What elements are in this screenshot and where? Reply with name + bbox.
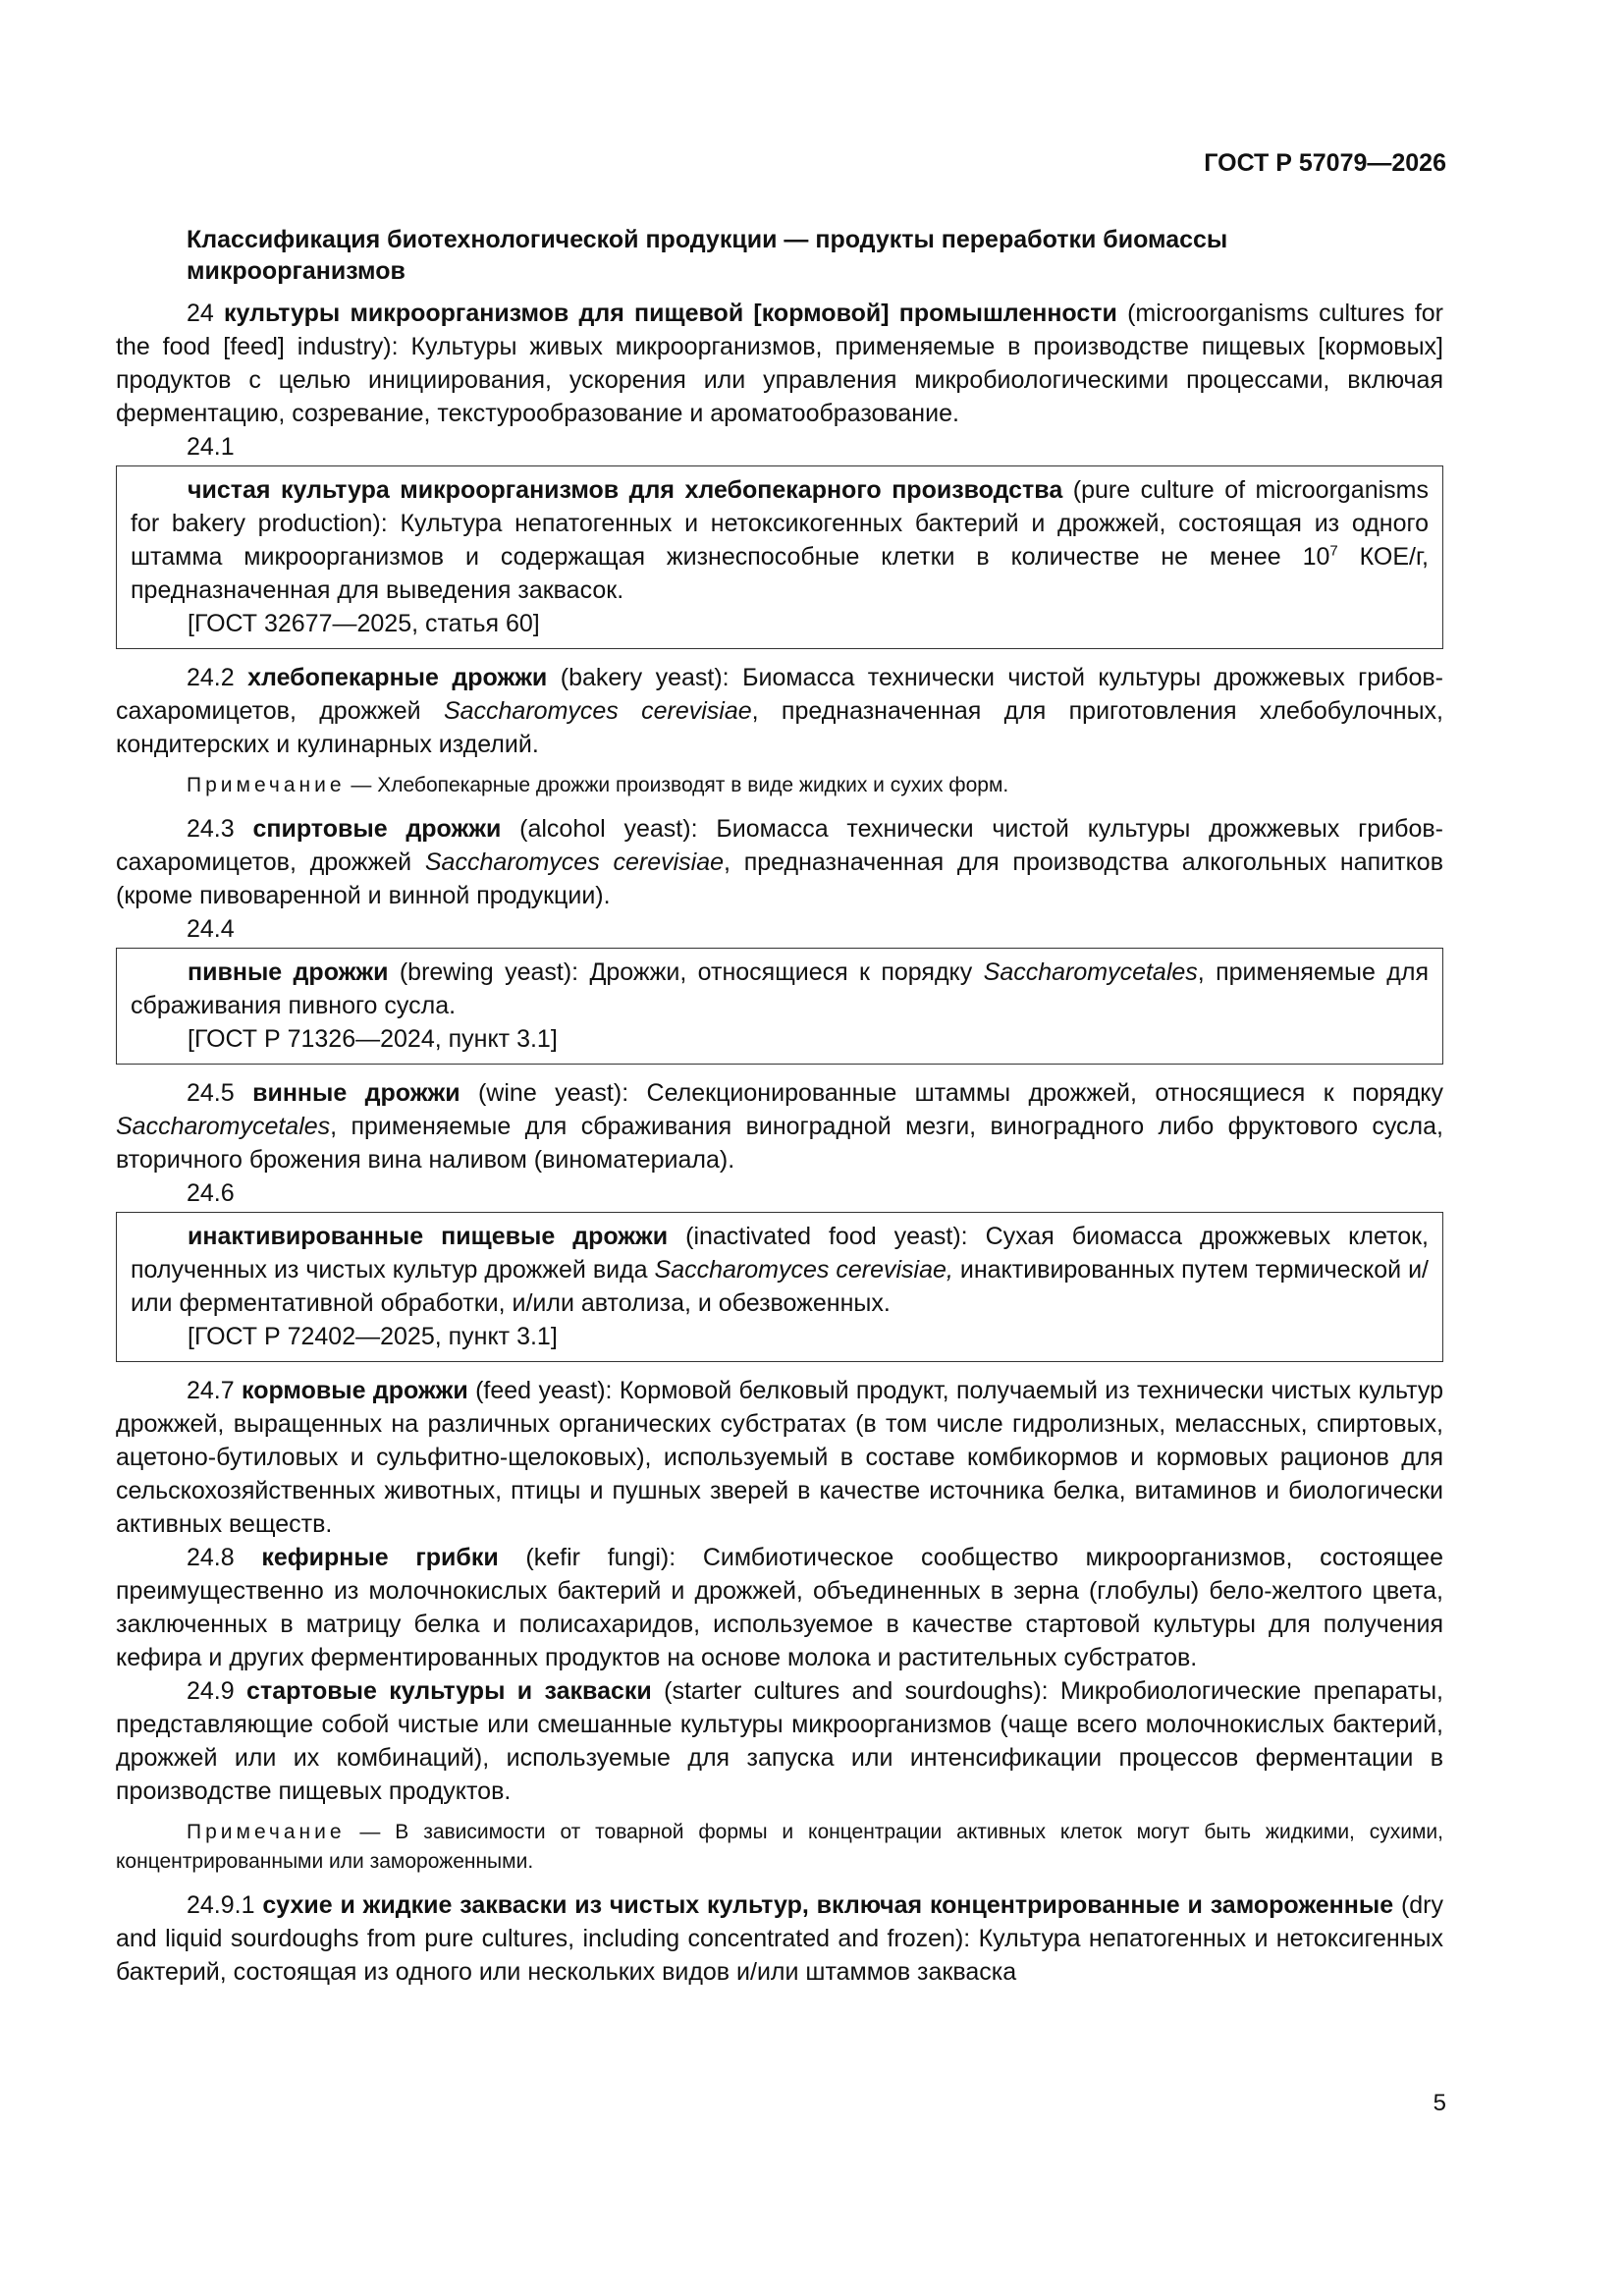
species-name: Saccharomyces cerevisiae <box>443 697 752 725</box>
entry-definition-end: , применяемые для сбраживания виноградной мезги, виноградного либо фруктового сусла, вторичного брожения вина наливом (виноматериала). <box>116 1113 1443 1174</box>
note-2 <box>116 1818 1443 1877</box>
entry-definition-end: инактивированных путем термической и/или ферментативной обработки, и/или автолиза, и обезвоженных. <box>131 1256 1429 1317</box>
entry-source: [ГОСТ 32677—2025, статья 60] <box>188 610 540 637</box>
quoted-term-box-24-1 <box>116 465 1443 649</box>
entry-source: [ГОСТ Р 72402—2025, пункт 3.1] <box>188 1323 558 1350</box>
entry-definition: (brewing yeast): Дрожжи, относящиеся к порядку <box>388 958 984 986</box>
entry-definition: (bakery yeast): Биомасса технически чистой культуры дрожжевых грибов-сахаромицетов, дрожжей <box>116 664 1443 725</box>
entry-24-5 <box>116 1076 1443 1176</box>
entry-24-1 <box>131 473 1429 607</box>
entry-number: 24 <box>187 300 214 327</box>
entry-24-4-number: 24.4 <box>187 915 235 943</box>
entry-definition: (microorganisms cultures for the food [feed] industry): Культуры живых микроорганизмов, применяемые в производстве пищевых [кормовых] продуктов с целью инициирования, ускорения или управления микробиологическими процессами, включая ферментацию, созревание, текстурообразование и ароматообразование. <box>116 300 1443 427</box>
entry-term: инактивированные пищевые дрожжи <box>188 1223 669 1250</box>
note-label: Примечание <box>187 774 346 796</box>
section-title: Классификация биотехнологической продукции — продукты переработки биомассы микроорганизмов <box>187 226 1228 285</box>
species-name: Saccharomycetales <box>116 1113 331 1140</box>
entry-number: 24.2 <box>187 664 235 691</box>
note-text: — Хлебопекарные дрожжи производят в виде жидких и сухих форм. <box>345 774 1009 796</box>
quoted-term-box-24-6 <box>116 1212 1443 1362</box>
entry-definition: (feed yeast): Кормовой белковый продукт, получаемый из технически чистых культур дрожжей, выращенных на различных органических субстратах (в том числе гидролизных, мелассных, спиртовых, ацетоно-бутиловых и сульфитно-щелоковых), используемый в составе комбикормов и кормовых рационов для сельскохозяйственных животных, птицы и пушных зверей в качестве источника белка, витаминов и биологически активных веществ. <box>116 1377 1443 1538</box>
entry-term: чистая культура микроорганизмов для хлебопекарного производства <box>188 476 1063 504</box>
entry-24-9 <box>116 1674 1443 1808</box>
entry-term: сухие и жидкие закваски из чистых культур, включая концентрированные и замороженные <box>262 1891 1394 1919</box>
entry-definition: (inactivated food yeast): Сухая биомасса дрожжевых клеток, полученных из чистых культур дрожжей вида <box>131 1223 1429 1284</box>
entry-number: 24.7 <box>187 1377 235 1404</box>
entry-24-1-number: 24.1 <box>187 433 235 461</box>
entry-term: кормовые дрожжи <box>242 1377 468 1404</box>
document-header-id: ГОСТ Р 57079—2026 <box>1204 149 1446 177</box>
note-text: — В зависимости от товарной формы и концентрации активных клеток могут быть жидкими, сухими, концентрированными или замороженными. <box>116 1821 1443 1873</box>
entry-24 <box>116 297 1443 430</box>
entry-source: [ГОСТ Р 71326—2024, пункт 3.1] <box>188 1025 558 1053</box>
species-name: Saccharomycetales <box>983 958 1198 986</box>
entry-term: кефирные грибки <box>261 1544 499 1571</box>
entry-definition: (wine yeast): Селекционированные штаммы дрожжей, относящиеся к порядку <box>460 1079 1443 1107</box>
entry-definition-end: , предназначенная для приготовления хлебобулочных, кондитерских и кулинарных изделий. <box>116 697 1443 758</box>
note-1 <box>116 771 1443 800</box>
entry-definition: (starter cultures and sourdoughs): Микробиологические препараты, представляющие собой чистые или смешанные культуры микроорганизмов (чаще всего молочнокислых бактерий, дрожжей или их комбинаций), используемые для запуска или интенсификации процессов ферментации в производстве пищевых продуктов. <box>116 1677 1443 1805</box>
entry-definition: (alcohol yeast): Биомасса технически чистой культуры дрожжевых грибов-сахаромицетов, дрожжей <box>116 815 1443 876</box>
page-number: 5 <box>1433 2090 1446 2116</box>
entry-term: стартовые культуры и закваски <box>246 1677 652 1705</box>
entry-term: хлебопекарные дрожжи <box>247 664 548 691</box>
entry-number: 24.9.1 <box>187 1891 255 1919</box>
quoted-term-box-24-4 <box>116 948 1443 1065</box>
entry-number: 24.5 <box>187 1079 235 1107</box>
entry-24-2 <box>116 661 1443 761</box>
entry-definition-end: , предназначенная для производства алкогольных напитков (кроме пивоваренной и винной продукции). <box>116 848 1443 909</box>
entry-24-8 <box>116 1541 1443 1674</box>
entry-number: 24.9 <box>187 1677 235 1705</box>
entry-24-7 <box>116 1374 1443 1541</box>
entry-definition-end: КОЕ/г, предназначенная для выведения заквасок. <box>131 543 1429 604</box>
species-name: Saccharomyces cerevisiae <box>424 848 725 876</box>
entry-24-9-1 <box>116 1888 1443 1989</box>
entry-number: 24.3 <box>187 815 235 843</box>
entry-24-6-number: 24.6 <box>187 1179 235 1207</box>
entry-number: 24.8 <box>187 1544 235 1571</box>
entry-term: культуры микроорганизмов для пищевой [кормовой] промышленности <box>224 300 1117 327</box>
entry-term: пивные дрожжи <box>188 958 389 986</box>
entry-24-6 <box>131 1220 1429 1320</box>
entry-definition-end: , применяемые для сбраживания пивного сусла. <box>131 958 1429 1019</box>
entry-term: спиртовые дрожжи <box>252 815 502 843</box>
entry-definition: (dry and liquid sourdoughs from pure cultures, including concentrated and frozen): Культура непатогенных и нетоксигенных бактерий, состоящая из одного или нескольких видов и/или штаммов закваска <box>116 1891 1444 1986</box>
entry-term: винные дрожжи <box>252 1079 460 1107</box>
species-name: Saccharomyces cerevisiae, <box>654 1256 953 1284</box>
superscript: 7 <box>1329 542 1338 560</box>
entry-definition: (kefir fungi): Симбиотическое сообщество микроорганизмов, состоящее преимущественно из молочнокислых бактерий и дрожжей, объединенных в зерна (глобулы) бело-желтого цвета, заключенных в матрицу белка и полисахаридов, используемое в качестве стартовой культуры для получения кефира и других ферментированных продуктов на основе молока и растительных субстратов. <box>116 1544 1443 1671</box>
document-body <box>116 224 1443 1989</box>
note-label: Примечание <box>187 1821 346 1843</box>
entry-definition: (pure culture of microorganisms for bakery production): Культура непатогенных и нетоксикогенных бактерий и дрожжей, состоящая из одного штамма микроорганизмов и содержащая жизнеспособные клетки в количестве не менее 10 <box>131 476 1429 571</box>
entry-24-3 <box>116 812 1443 912</box>
entry-24-4 <box>131 956 1429 1022</box>
